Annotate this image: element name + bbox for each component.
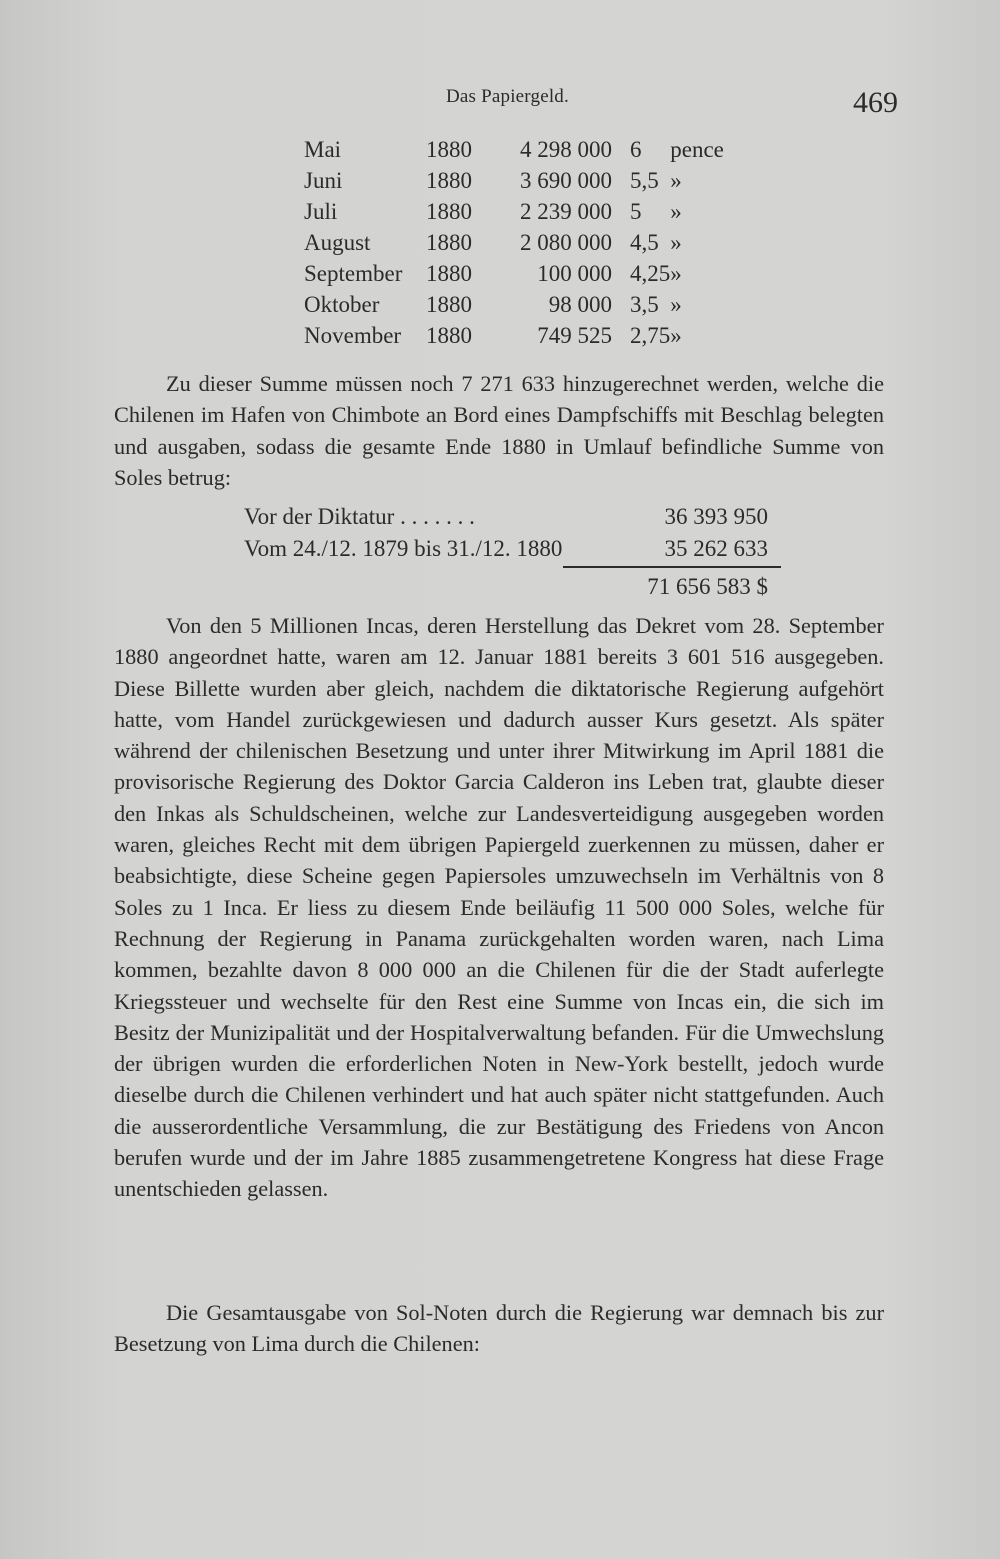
amount-cell: 2 080 000 [520,230,612,255]
rate-cell: 4,25 [630,261,671,286]
rate-cell: 5 [630,199,642,224]
paragraph-text: Zu dieser Summe müssen noch 7 271 633 hinzugerechnet werden, welche die Chilenen im Hafen von Chimbote an Bord eines Dampfschiffs mit Beschlag belegten und ausgaben, sodass die gesamte Ende 1880 in Umlauf befindliche Summe von Soles betrug: [114,371,884,490]
summary-label: Vor der Diktatur . . . . . . . [244,504,475,529]
amount-cell: 3 690 000 [520,168,612,193]
table-row [304,289,750,320]
year-cell: 1880 [426,261,472,286]
amount-cell: 100 000 [537,261,612,286]
running-title: Das Papiergeld. [446,86,569,107]
year-cell: 1880 [426,137,472,162]
unit-cell: » [670,199,682,224]
unit-cell: pence [670,137,724,162]
amount-cell: 98 000 [548,292,612,317]
table-row [304,165,750,196]
year-cell: 1880 [426,199,472,224]
summary-label: Vom 24./12. 1879 bis 31./12. 1880 [244,536,563,561]
unit-cell: » [670,261,682,286]
table-row [304,320,750,351]
unit-cell: » [670,323,682,348]
month-cell: Juni [304,168,343,193]
month-cell: August [304,230,371,255]
table-row [304,227,750,258]
rate-cell: 2,75 [630,323,671,348]
exchange-rate-table [304,134,750,351]
paragraph-text: Die Gesamtausgabe von Sol-Noten durch die Regierung war demnach bis zur Besetzung von Lima durch die Chilenen: [114,1300,884,1357]
year-cell: 1880 [426,168,472,193]
rate-cell: 4,5 [630,230,659,255]
amount-cell: 749 525 [537,323,612,348]
month-cell: Juli [304,199,338,224]
month-cell: Mai [304,137,342,162]
month-cell: Oktober [304,292,380,317]
month-cell: November [304,323,402,348]
unit-cell: » [670,168,682,193]
table-row [304,134,750,165]
summary-value: 36 393 950 [664,504,768,529]
rate-cell: 3,5 [630,292,659,317]
amount-cell: 4 298 000 [520,137,612,162]
summary-value: 35 262 633 [664,536,768,561]
year-cell: 1880 [426,292,472,317]
month-cell: September [304,261,403,286]
paragraph-sum-addition [114,368,884,493]
rate-cell: 6 [630,137,642,162]
paragraph-incas [114,610,884,1205]
rate-cell: 5,5 [630,168,659,193]
year-cell: 1880 [426,323,472,348]
unit-cell: » [670,292,682,317]
page-number: 469 [853,86,898,119]
table-row [304,196,750,227]
paragraph-text: Von den 5 Millionen Incas, deren Herstellung das Dekret vom 28. September 1880 angeordnet hatte, waren am 12. Januar 1881 bereits 3 601 516 ausgegeben. Diese Billette wurden aber gleich, nachdem die diktatorische Regierung aufgehört hatte, vom Handel zurückgewiesen und dadurch ausser Kurs gesetzt. Als später während der chilenischen Besetzung und unter ihrer Mitwirkung im April 1881 die provisorische Regierung des Doktor Garcia Calderon ins Leben trat, glaubte dieser den Inkas als Schuldscheinen, welche zur Landesverteidigung ausgegeben worden waren, gleiches Recht mit dem übrigen Papiergeld zuerkennen zu müssen, daher er beabsichtigte, diese Scheine gegen Papiersoles umzuwechseln im Verhältnis von 8 Soles zu 1 Inca. Er liess zu diesem Ende beiläufig 11 500 000 Soles, welche für Rechnung der Regierung in Panama zurückgehalten worden waren, nach Lima kommen, bezahlte davon 8 000 000 an die Chilenen für die der Stadt auferlegte Kriegssteuer und wechselte für den Rest eine Summe von Incas ein, die sich im Besitz der Munizipalität und der Hospitalverwaltung befanden. Für die Umwechslung der übrigen wurden die erforderlichen Noten in New-York bestellt, jedoch wurde dieselbe durch die Chilenen verhindert und hat auch später nicht stattgefunden. Auch die ausserordentliche Versammlung, die zur Bestätigung des Friedens von Ancon berufen wurde und der im Jahre 1885 zusammengetretene Kongress hat diese Frage unentschieden gelassen. [114,613,884,1202]
summary-total: 71 656 583 $ [647,574,768,599]
unit-cell: » [670,230,682,255]
table-row [304,258,750,289]
paragraph-total-issue [114,1297,884,1360]
amount-cell: 2 239 000 [520,199,612,224]
sum-underline [563,566,781,568]
year-cell: 1880 [426,230,472,255]
